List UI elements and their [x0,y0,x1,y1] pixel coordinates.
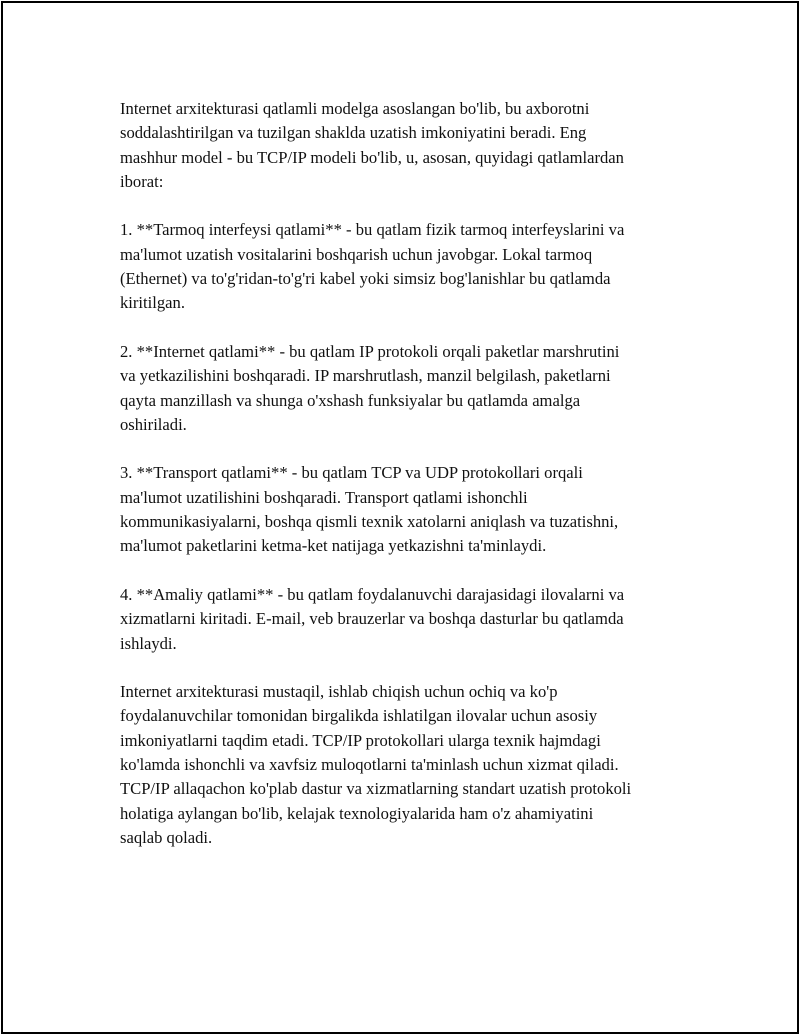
text-line: va yetkazilishini boshqaradi. IP marshrutlash, manzil belgilash, paketlarni [120,366,611,386]
text-line: kommunikasiyalarni, boshqa qismli texnik xatolarni aniqlash va tuzatishni, [120,512,619,532]
text-line: Internet arxitekturasi qatlamli modelga asoslangan bo'lib, bu axborotni [120,99,590,118]
text-line: ishlaydi. [120,633,177,653]
text-line: saqlab qoladi. [120,827,213,847]
text-line: ko'lamda ishonchli va xavfsiz muloqotlarni ta'minlash uchun xizmat qiladi. [120,755,619,775]
text-line: oshiriladi. [120,414,187,434]
internet-layer-paragraph [120,340,700,437]
text-line: 3. **Transport qatlami** - bu qatlam TCP va UDP protokollari orqali [120,463,583,483]
text-line: soddalashtirilgan va tuzilgan shaklda uzatish imkoniyatini beradi. Eng [120,123,587,143]
text-line: foydalanuvchilar tomonidan birgalikda ishlatilgan ilovalar uchun asosiy [120,706,598,726]
text-line: Internet arxitekturasi mustaqil, ishlab chiqish uchun ochiq va ko'p [120,682,558,702]
text-line: mashhur model - bu TCP/IP modeli bo'lib, u, asosan, quyidagi qatlamlardan [120,147,624,167]
network-interface-layer-paragraph [120,218,700,315]
text-line: ma'lumot uzatish vositalarini boshqarish uchun javobgar. Lokal tarmoq [120,244,593,264]
application-layer-paragraph [120,583,700,656]
text-line: 1. **Tarmoq interfeysi qatlami** - bu qatlam fizik tarmoq interfeyslarini va [120,220,625,240]
text-line: ma'lumot uzatilishini boshqaradi. Transport qatlami ishonchli [120,487,528,507]
transport-layer-paragraph [120,461,700,558]
text-line: (Ethernet) va to'g'ridan-to'g'ri kabel yoki simsiz bog'lanishlar bu qatlamda [120,269,611,289]
text-line: xizmatlarni kiritadi. E-mail, veb brauzerlar va boshqa dasturlar bu qatlamda [120,609,624,629]
document-page [1,1,799,1034]
text-line: iborat: [120,171,164,191]
text-line: 4. **Amaliy qatlami** - bu qatlam foydalanuvchi darajasidagi ilovalarni va [120,584,625,604]
conclusion-paragraph [120,680,700,850]
document-body [120,97,700,875]
text-line: qayta manzillash va shunga o'xshash funksiyalar bu qatlamda amalga [120,390,581,410]
text-line: 2. **Internet qatlami** - bu qatlam IP protokoli orqali paketlar marshrutini [120,341,620,361]
text-line: TCP/IP allaqachon ko'plab dastur va xizmatlarning standart uzatish protokoli [120,779,632,799]
text-line: ma'lumot paketlarini ketma-ket natijaga yetkazishni ta'minlaydi. [120,536,547,556]
text-line: imkoniyatlarni taqdim etadi. TCP/IP protokollari ularga texnik hajmdagi [120,730,601,750]
intro-paragraph [120,97,700,194]
text-line: holatiga aylangan bo'lib, kelajak texnologiyalarida ham o'z ahamiyatini [120,803,594,823]
text-line: kiritilgan. [120,293,185,313]
